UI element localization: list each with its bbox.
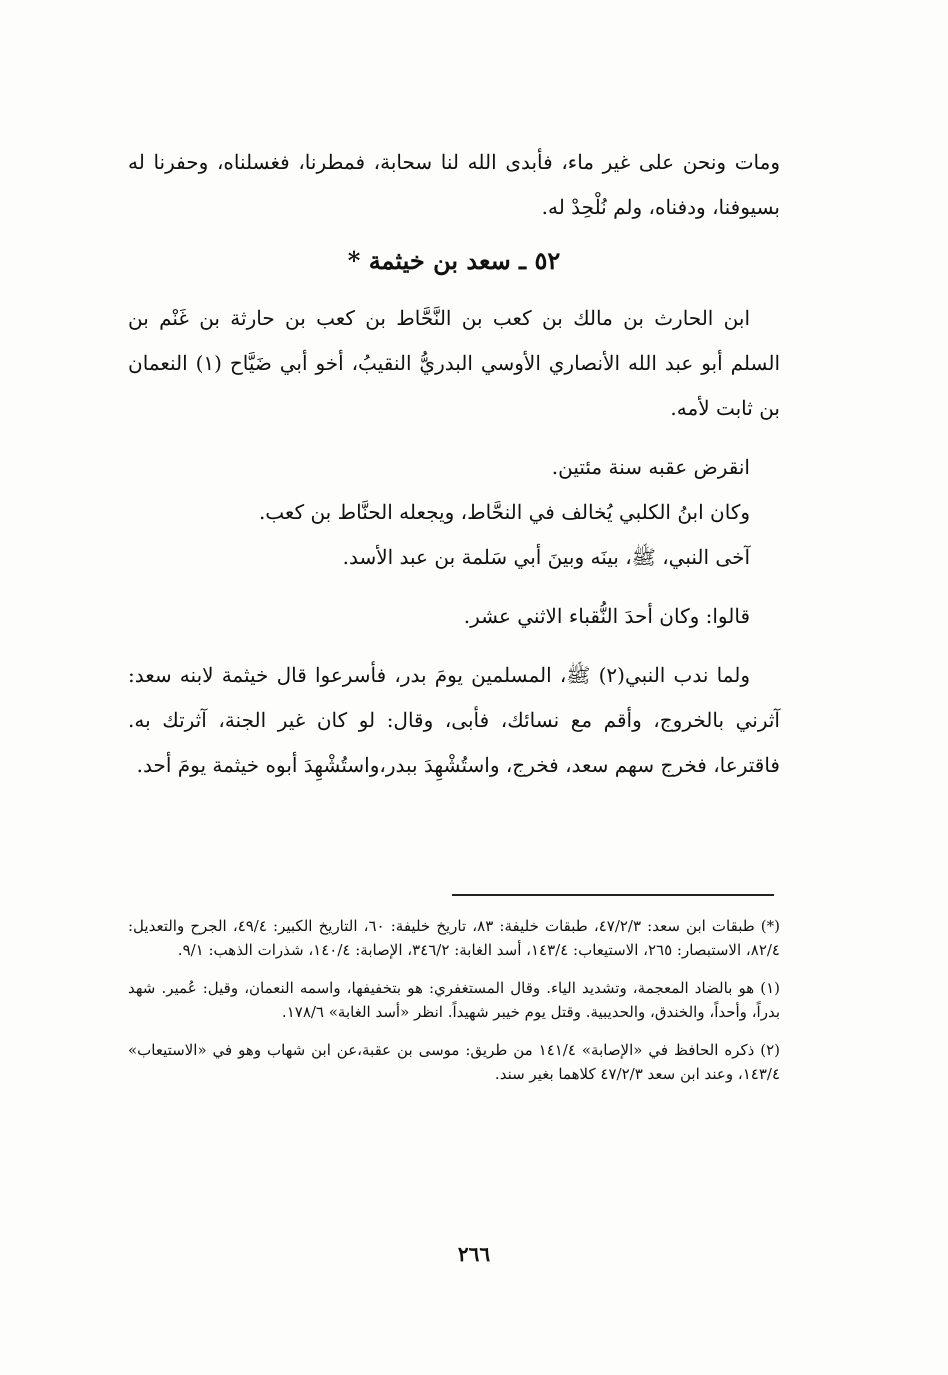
section-heading: ٥٢ ـ سعد بن خيثمة * [347, 246, 561, 275]
paragraph-kalbi: وكان ابنُ الكلبي يُخالف في النحَّاط، ويجعله الحنَّاط بن كعب. [258, 500, 750, 524]
paragraph-naqib: قالوا: وكان أحدَ النُّقباء الاثني عشر. [463, 604, 750, 628]
paragraph-progeny: انقرض عقبه سنة مئتين. [551, 455, 750, 479]
page-number: ٢٦٦ [457, 1242, 491, 1266]
paragraph-brotherhood: آخى النبي، ﷺ، بينَه وبينَ أبي سَلمة بن عبد الأسد. [342, 545, 750, 569]
main-text [128, 140, 780, 788]
footnote-divider [452, 894, 774, 896]
continuation-paragraph: ومات ونحن على غير ماء، فأبدى الله لنا سحابة، فمطرنا، فغسلناه، وحفرنا له بسيوفنا، ودفناه، ولم نُلْحِدْ له. [128, 150, 780, 219]
footnote-1: (١) هو بالضاد المعجمة، وتشديد الياء. وقال المستغفري: هو بتخفيفها، واسمه النعمان، وقيل: عُمير. شهد بدراً، وأحداً، والخندق، والحديبية. وقتل يوم خيبر شهيداً. انظر «أسد الغابة» ١٧٨/٦. [128, 979, 780, 1021]
footnotes [128, 914, 780, 1100]
footnote-sources: (*) طبقات ابن سعد: ٤٧/٢/٣، طبقات خليفة: ٨٣، تاريخ خليفة: ٦٠، التاريخ الكبير: ٤٩/٤، الجرح والتعديل: ٨٢/٤، الاستبصار: ٢٦٥، الاستيعاب: ١٤٣/٤، أسد الغابة: ٣٤٦/٢، الإصابة: ١٤٠/٤، شذرات الذهب: ٩/١. [128, 917, 780, 959]
footnote-2: (٢) ذكره الحافظ في «الإصابة» ١٤١/٤ من طريق: موسى بن عقبة،عن ابن شهاب وهو في «الاستيعاب» ١٤٣/٤، وعند ابن سعد ٤٧/٢/٣ كلاهما بغير سند. [128, 1041, 780, 1083]
paragraph-badr: ولما ندب النبي(٢) ﷺ، المسلمين يومَ بدر، فأسرعوا قال خيثمة لابنه سعد: آثرني بالخروج، وأقم مع نسائك، فأبى، وقال: لو كان غير الجنة، آثرتك به. فاقترعا، فخرج سهم سعد، فخرج، واستُشْهِدَ ببدر،واستُشْهِدَ أبوه خيثمة يومَ أحد. [128, 663, 780, 777]
paragraph-lineage: ابن الحارث بن مالك بن كعب بن النَّحَّاط بن كعب بن حارثة بن غَنْم بن السلم أبو عبد الله الأنصاري الأوسي البدريُّ النقيبُ، أخو أبي ضَيَّاح (١) النعمان بن ثابت لأمه. [128, 306, 780, 420]
